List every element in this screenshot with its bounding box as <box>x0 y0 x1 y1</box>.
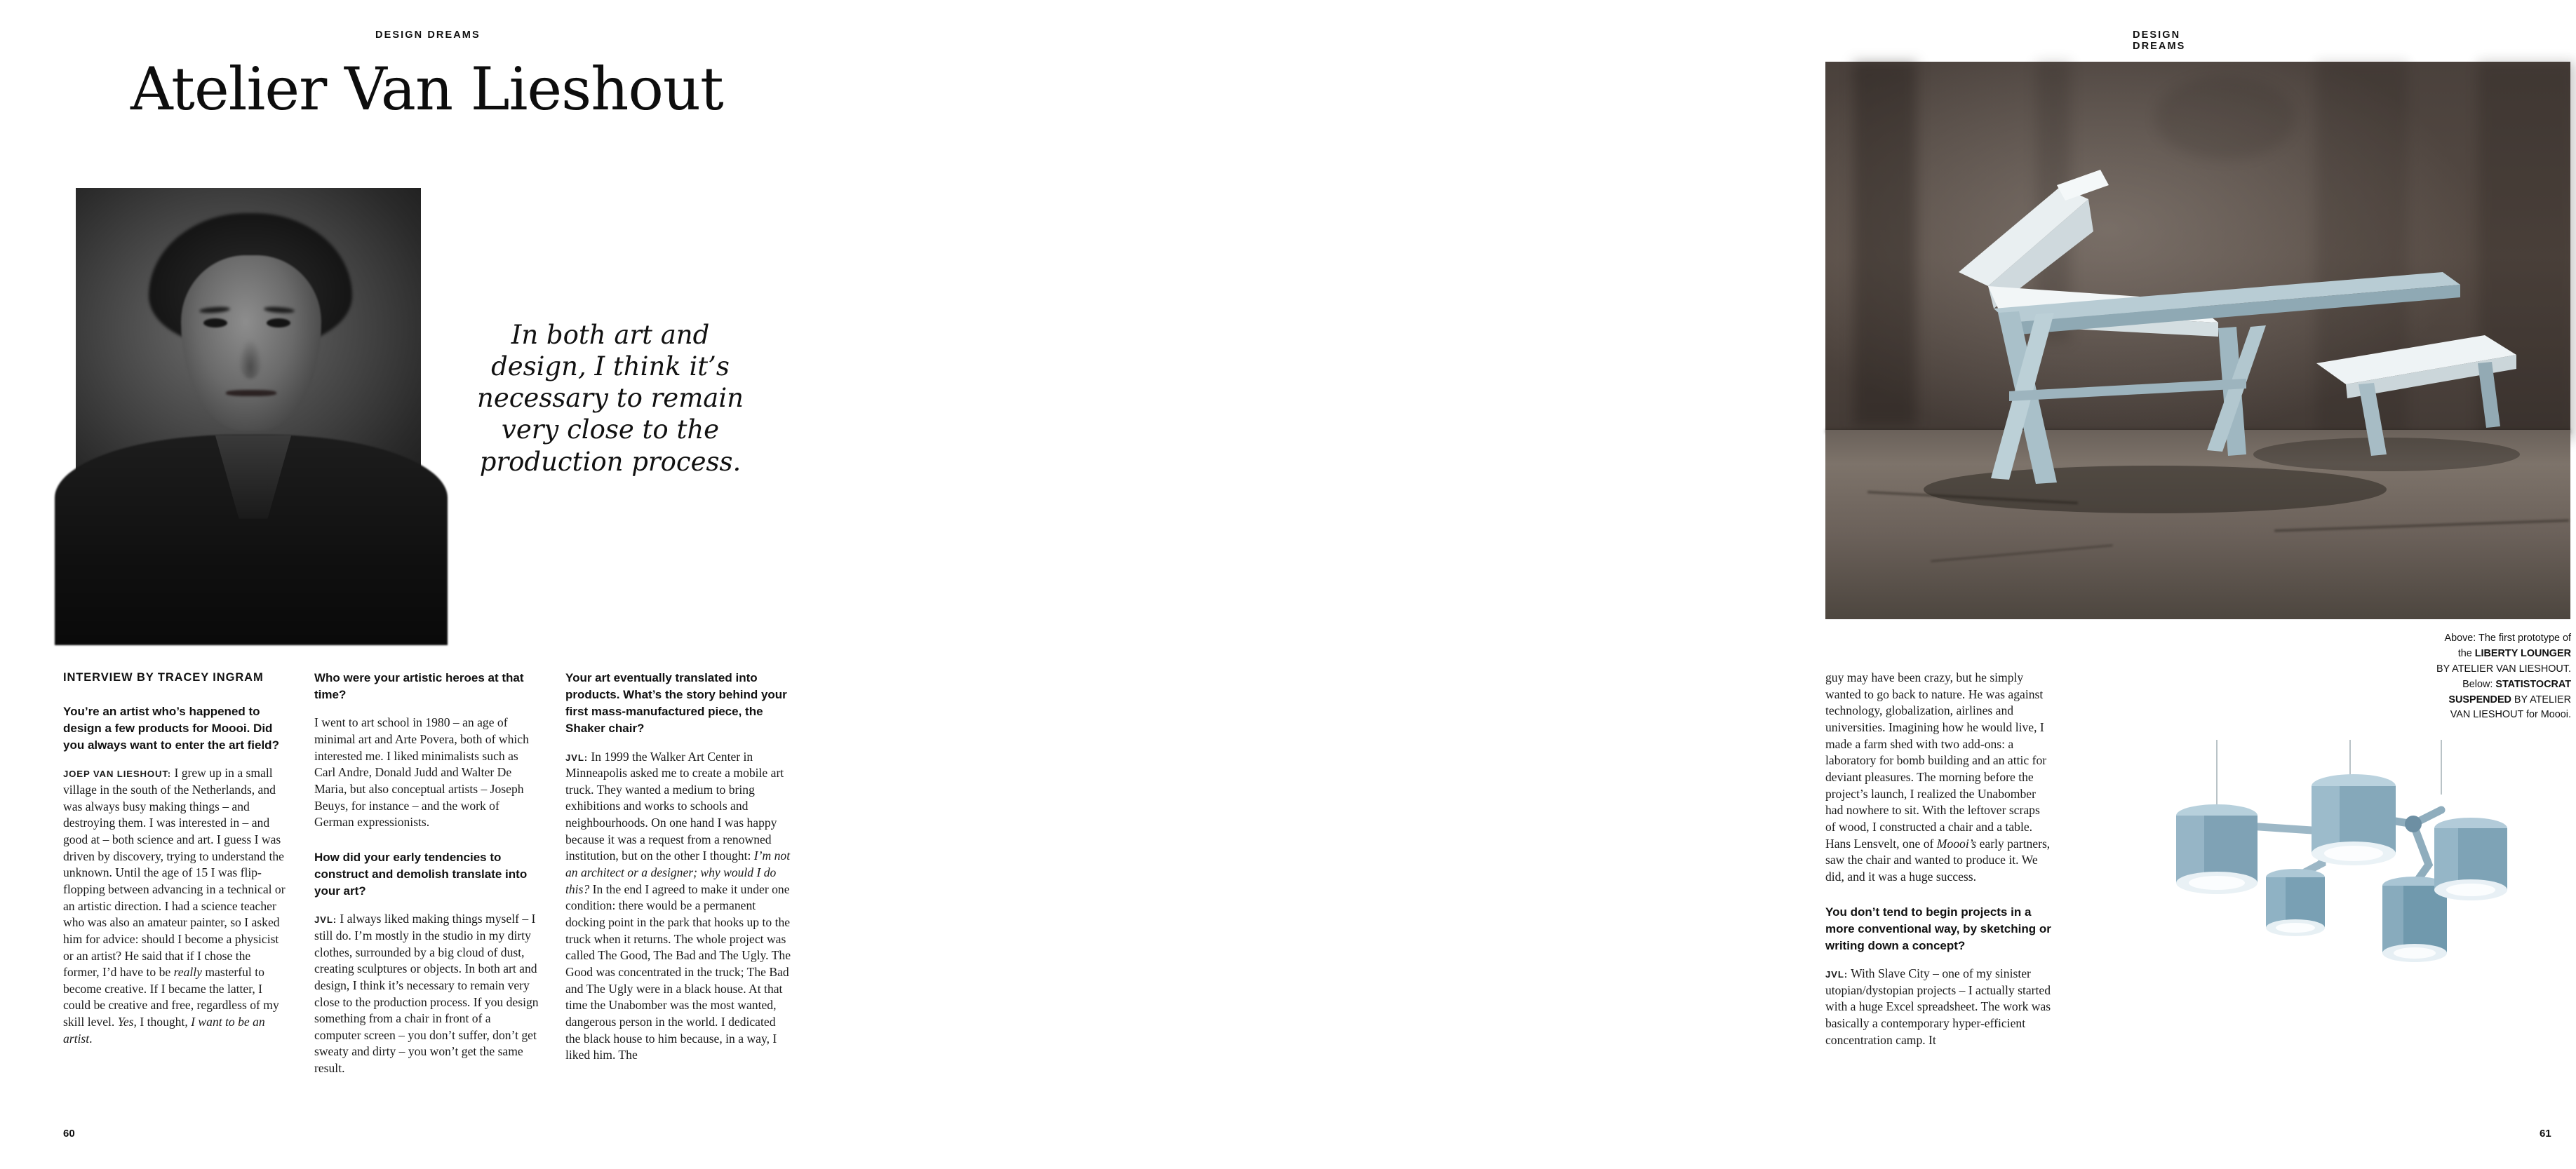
cont-em: Moooi’s <box>1936 836 1977 851</box>
speaker-label-4: JVL: <box>1825 968 1848 980</box>
lamp-shade-5 <box>2434 818 2507 900</box>
answer-1-part1: I grew up in a small village in the south of the Netherlands, and was always busy making things – and destroying them. I was interested in – and good at – both science and art. I guess I was driven by discovery, trying to understand the unknown. Until the age of 15 I was flip-flopping between advancing in a technical or an artistic direction. I had a science teacher who was also an amateur painter, so I asked him for advice: should I become a physicist or an artist? He said that if I chose the former, I’d have to be <box>63 766 286 980</box>
interview-credit: INTERVIEW BY TRACEY INGRAM <box>63 671 264 684</box>
speaker-label-3: JVL: <box>565 752 588 763</box>
answer-1-part4: . <box>89 1031 93 1046</box>
answer-1-part2: masterful to become creative. If I became the latter, I could be creative and free, regardless of my skill level. <box>63 965 279 1029</box>
portrait-nose <box>239 339 262 379</box>
liberty-lounger-chair <box>1825 62 2570 619</box>
answer-3 <box>314 911 540 1077</box>
statistocrat-lamp-illustration <box>2112 740 2575 1027</box>
caption-line-5-post: BY ATELIER <box>2511 694 2571 705</box>
folio-left: 60 <box>63 1128 75 1140</box>
portrait-eye-right <box>267 318 290 327</box>
answer-3-text: I always liked making things myself – I still do. I’m mostly in the studio in my dirty clothes, surrounded by a big cloud of dust, creating sculptures or objects. In both art and design, I think it’s necessary to remain very close to the production process. If you design something from a chair in front of a computer screen – you don’t suffer, don’t get sweaty and dirty – you won’t get the same result. <box>314 912 539 1076</box>
portrait-mouth <box>226 390 276 396</box>
portrait-image <box>76 188 421 626</box>
photo-caption <box>2350 631 2571 723</box>
caption-line-1: Above: The first prototype of <box>2444 633 2571 644</box>
caption-product-2b: SUSPENDED <box>2448 694 2511 705</box>
answer-4-part2: In the end I agreed to make it under one condition: there would be a permanent docking point in the park that hooks up to the truck when it returns. The whole project was called The Good, The Bad and The Ugly. The Good was concentrated in the truck; The Bad and The Ugly were in a black house. At that time the Unabomber was the most wanted, dangerous person in the world. I dedicated the black house to him because, in a way, I liked him. The <box>565 881 791 1062</box>
pull-quote: In both art and design, I think it’s necessary to remain very close to the production process. <box>476 320 744 477</box>
page-title: Atelier Van Lieshout <box>130 55 723 123</box>
answer-1-em2: Yes, <box>117 1015 137 1029</box>
lamp-shade-2 <box>2266 869 2325 936</box>
answer-2: I went to art school in 1980 – an age of minimal art and Arte Povera, both of which interested me. I liked minimalists such as Carl Andre, Donald Judd and Walter De Maria, but also conceptual artists – Joseph Beuys, for instance – and the work of German expressionists. <box>314 715 529 830</box>
answer-5 <box>1825 966 2051 1048</box>
folio-right: 61 <box>2540 1128 2551 1140</box>
answer-1 <box>63 765 289 1047</box>
text-column-3 <box>565 670 791 1074</box>
lounger-photo <box>1825 62 2570 619</box>
running-head-left: DESIGN DREAMS <box>375 29 481 41</box>
answer-4 <box>565 749 791 1064</box>
lamp-shade-3 <box>2312 774 2396 865</box>
question-1: You’re an artist who’s happened to design a few products for Moooi. Did you always want to enter the art field? <box>63 704 279 752</box>
answer-1-em1: really <box>173 965 202 980</box>
question-2: Who were your artistic heroes at that time? <box>314 671 524 702</box>
question-3: How did your early tendencies to construct and demolish translate into your art? <box>314 850 528 898</box>
text-column-4 <box>1825 670 2051 1058</box>
answer-1-em3: I want to be an artist <box>63 1015 265 1046</box>
lamp-photo <box>2112 740 2575 1027</box>
caption-product-2a: STATISTOCRAT <box>2495 678 2571 690</box>
answer-4-continued <box>1825 670 2051 886</box>
answer-4-em1: I’m not an architect or a designer; why would I do this? <box>565 849 791 896</box>
cont-part1: guy may have been crazy, but he simply wanted to go back to nature. He was against technology, globalization, airlines and universities. Imagining how he would live, I made a farm shed with two add-ons: a laboratory for bomb building and an attic for deviant pleasures. The morning before the project’s launch, I realized the Unabomber had nowhere to sit. With the leftover scraps of wood, I constructed a chair and a table. Hans Lensvelt, one of <box>1825 670 2047 851</box>
text-column-1 <box>63 670 289 1057</box>
caption-line-3: BY ATELIER VAN LIESHOUT. <box>2436 663 2571 675</box>
answer-1-part3: I thought, <box>136 1015 192 1029</box>
left-page <box>0 0 877 1169</box>
speaker-label-2: JVL: <box>314 914 337 926</box>
cont-part2: early partners, saw the chair and wanted to produce it. We did, and it was a huge success. <box>1825 836 2051 884</box>
text-column-2 <box>314 670 540 1087</box>
caption-line-2-pre: the <box>2457 647 2475 659</box>
portrait-eye-left <box>203 318 227 327</box>
question-5: You don’t tend to begin projects in a more conventional way, by sketching or writing down a concept? <box>1825 905 2051 952</box>
lamp-shade-1 <box>2176 804 2258 894</box>
running-head-right: DESIGN DREAMS <box>2133 29 2186 52</box>
answer-5-text: With Slave City – one of my sinister utopian/dystopian projects – I actually started with a huge Excel spreadsheet. The work was basically a contemporary hyper-efficient concentration camp. It <box>1825 966 2051 1047</box>
caption-line-4-pre: Below: <box>2462 678 2496 690</box>
answer-4-part1: In 1999 the Walker Art Center in Minneapolis asked me to create a mobile art truck. They wanted a medium to bring exhibitions and works to schools and neighbourhoods. On one hand I was happy because it was a request from a renowned institution, but on the other I thought: <box>565 749 784 863</box>
caption-line-6: VAN LIESHOUT for Moooi. <box>2450 709 2571 721</box>
caption-product-1: LIBERTY LOUNGER <box>2474 647 2571 659</box>
right-page <box>877 0 2571 1169</box>
speaker-label-1: JOEP VAN LIESHOUT: <box>63 769 172 780</box>
question-4: Your art eventually translated into products. What’s the story behind your first mass-manufactured piece, the Shaker chair? <box>565 671 787 736</box>
